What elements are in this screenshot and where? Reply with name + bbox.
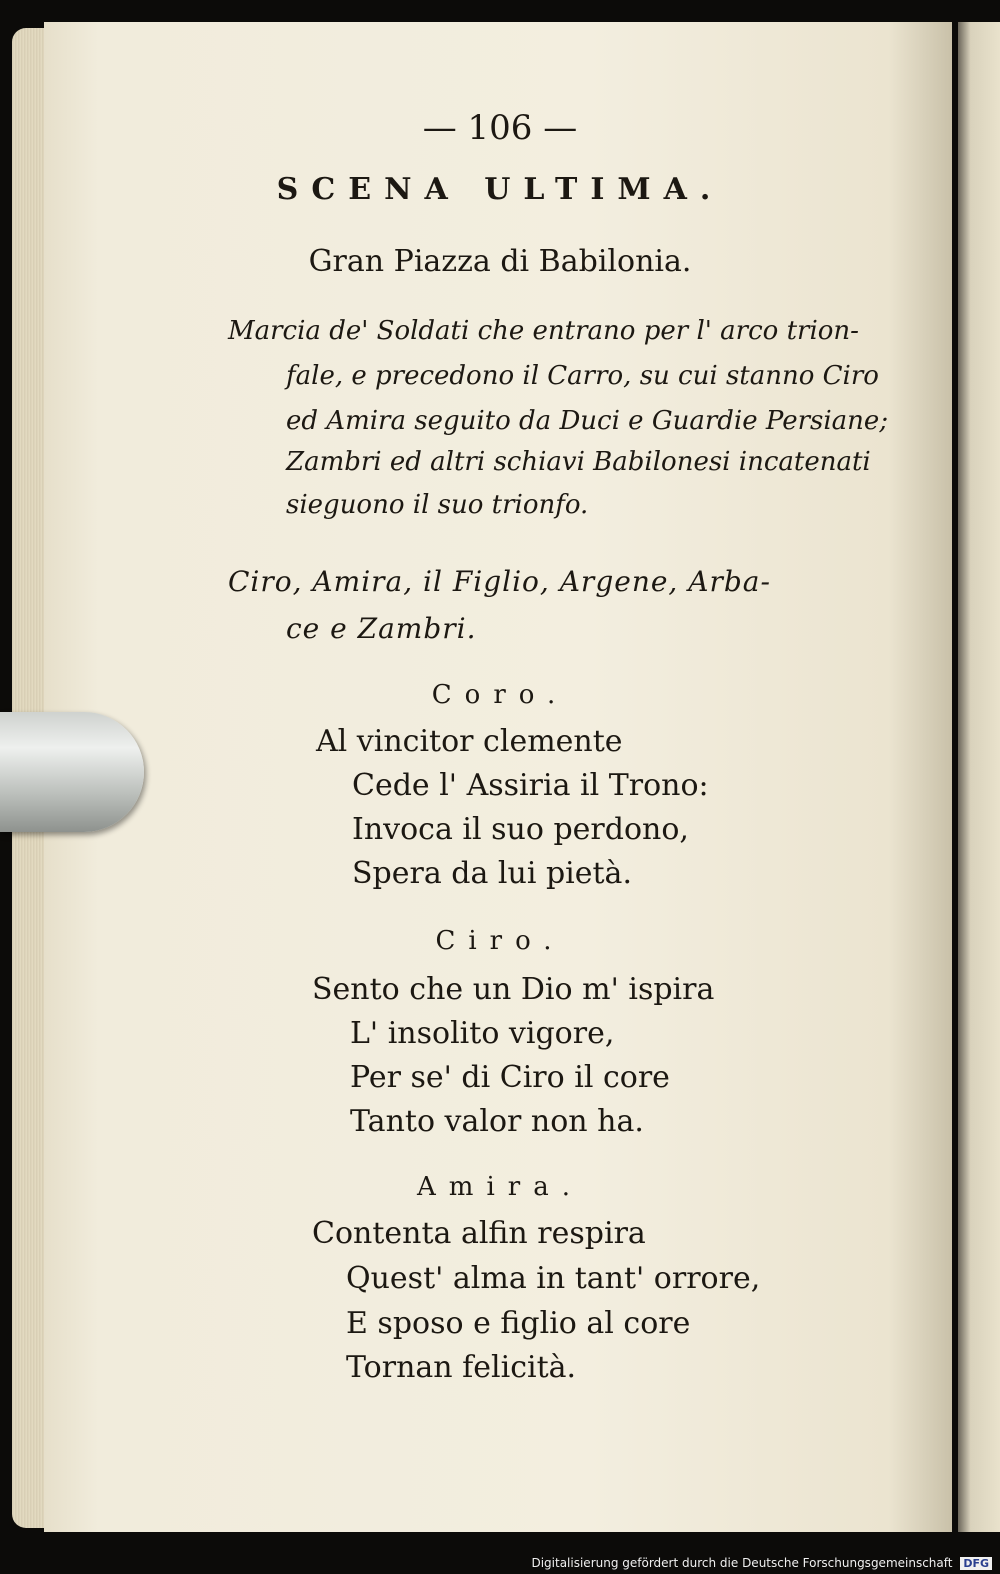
speaker-heading: Ciro. (435, 926, 565, 956)
verse-line: Tanto valor non ha. (350, 1104, 644, 1139)
verse-line: Contenta alfin respira (312, 1216, 646, 1251)
speaker-heading: Amira. (417, 1172, 583, 1202)
dfg-logo: DFG (960, 1557, 992, 1570)
verse-line: Spera da lui pietà. (352, 856, 632, 891)
verse-line: Per se' di Ciro il core (350, 1060, 670, 1095)
stage-direction-line: fale, e precedono il Carro, su cui stanno Ciro (286, 361, 879, 391)
speaker-heading: Coro. (431, 680, 569, 710)
verse-line: E sposo e figlio al core (346, 1306, 691, 1341)
verse-line: Sento che un Dio m' ispira (312, 972, 715, 1007)
funding-footer (531, 1556, 992, 1570)
verse-line: Tornan felicità. (346, 1350, 577, 1385)
stage-direction-line: sieguono il suo trionfo. (286, 490, 589, 520)
stage-direction-line: Zambri ed altri schiavi Babilonesi incatenati (286, 447, 871, 477)
page-clip (0, 712, 144, 832)
scene-location: Gran Piazza di Babilonia. (308, 244, 692, 279)
verse-line: L' insolito vigore, (350, 1016, 615, 1051)
page-number: — 106 — (422, 108, 578, 148)
scene-heading: SCENA ULTIMA. (276, 172, 724, 207)
verse-line: Invoca il suo perdono, (352, 812, 689, 847)
verse-line: Cede l' Assiria il Trono: (352, 768, 709, 803)
stage-direction-line: ed Amira seguito da Duci e Guardie Persiane; (286, 406, 889, 436)
verse-line: Quest' alma in tant' orrore, (346, 1261, 761, 1296)
verse-line: Al vincitor clemente (316, 724, 623, 759)
stage-direction-line: Marcia de' Soldati che entrano per l' arco trion- (228, 316, 859, 346)
footer-text: Digitalisierung gefördert durch die Deutsche Forschungsgemeinschaft (531, 1556, 953, 1570)
character-list-line: Ciro, Amira, il Figlio, Argene, Arba- (228, 565, 771, 598)
character-list-line: ce e Zambri. (286, 612, 477, 645)
